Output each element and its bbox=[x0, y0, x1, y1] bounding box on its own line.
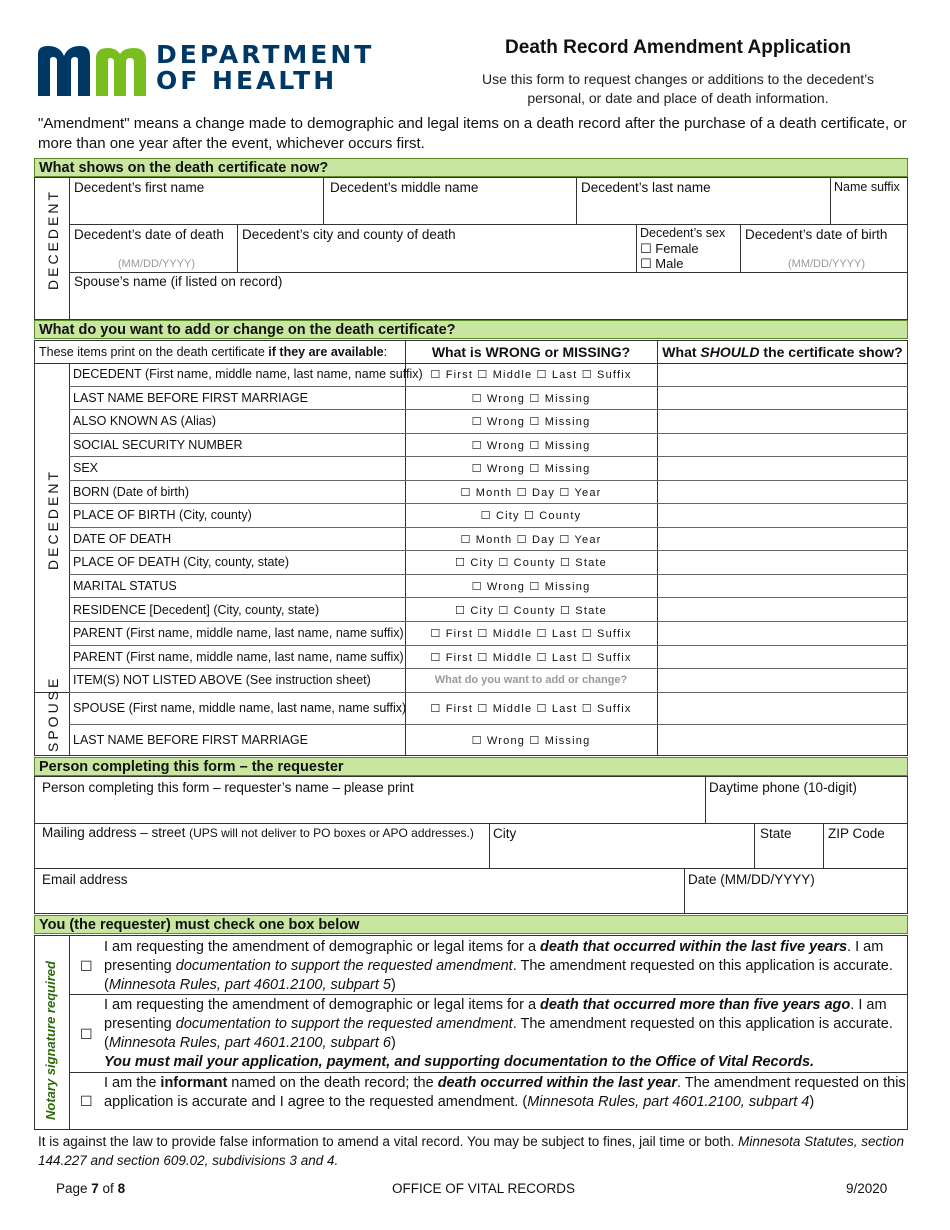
opt1-b: death that occurred within the last five years bbox=[540, 939, 848, 955]
row-wrong-missing-checkboxes[interactable]: ☐ Month ☐ Day ☐ Year bbox=[460, 486, 602, 499]
warning-citation: Minnesota Statutes, section 144.227 and section 609.02, subdivisions 3 and 4. bbox=[38, 1134, 904, 1168]
column-items-bold: if they are available bbox=[268, 345, 384, 359]
date-of-birth-format-hint: (MM/DD/YYYY) bbox=[788, 258, 865, 270]
row-should-show-input[interactable] bbox=[657, 725, 908, 756]
row-wrong-missing-checkboxes[interactable]: ☐ Wrong ☐ Missing bbox=[471, 463, 591, 476]
table-row bbox=[69, 363, 908, 387]
notary-required-side-label: Notary signature required bbox=[43, 961, 58, 1120]
row-item-label: LAST NAME BEFORE FIRST MARRIAGE bbox=[73, 733, 308, 747]
opt1-a: I am requesting the amendment of demographic or legal items for a bbox=[104, 939, 541, 955]
row-wrong-missing-checkboxes[interactable]: ☐ City ☐ County ☐ State bbox=[455, 604, 607, 617]
col3-part-a: What bbox=[662, 344, 701, 360]
row-item-label: DATE OF DEATH bbox=[73, 531, 172, 546]
row-should-show-input[interactable] bbox=[657, 575, 908, 598]
section-requester-header: Person completing this form – the requester bbox=[34, 757, 908, 776]
table-row bbox=[69, 528, 908, 552]
opt1-c: . I am presenting bbox=[104, 939, 884, 974]
decedent-date-of-birth-field[interactable]: Decedent’s date of birth bbox=[745, 227, 888, 242]
row-should-show-input[interactable] bbox=[657, 410, 908, 433]
row-item-label: SOCIAL SECURITY NUMBER bbox=[73, 437, 243, 452]
logo-line-2: OF HEALTH bbox=[156, 66, 338, 95]
legal-warning bbox=[38, 1132, 910, 1170]
subtitle-line-2: personal, or date and place of death information. bbox=[527, 90, 829, 106]
opt3-f: Minnesota Rules, part 4601.2100, subpart 4 bbox=[527, 1094, 810, 1110]
page-number bbox=[56, 1181, 125, 1196]
section-changes-header: What do you want to add or change on the death certificate? bbox=[34, 320, 908, 339]
option-more-than-five-years-checkbox[interactable]: ☐ bbox=[80, 1026, 93, 1042]
row-should-show-input[interactable] bbox=[657, 669, 908, 692]
opt2-b: death that occurred more than five years ago bbox=[540, 997, 851, 1013]
col3-part-c: the certificate show? bbox=[759, 344, 903, 360]
opt3-d: death occurred within the last year bbox=[437, 1075, 678, 1091]
row-wrong-missing-checkboxes[interactable]: ☐ First ☐ Middle ☐ Last ☐ Suffix bbox=[430, 651, 632, 664]
row-wrong-missing-checkboxes[interactable]: What do you want to add or change? bbox=[434, 674, 628, 687]
table-row bbox=[69, 622, 908, 646]
row-item-label: RESIDENCE [Decedent] (City, county, state) bbox=[73, 602, 320, 617]
requester-phone-field[interactable]: Daytime phone (10-digit) bbox=[709, 780, 857, 795]
table-row bbox=[69, 599, 908, 623]
row-wrong-missing-checkboxes[interactable]: ☐ Month ☐ Day ☐ Year bbox=[460, 533, 602, 546]
spouse-rows-side-label: SPOUSE bbox=[45, 675, 61, 752]
requester-box bbox=[34, 776, 908, 914]
row-wrong-missing-checkboxes[interactable]: ☐ City ☐ County bbox=[480, 510, 582, 523]
row-item-label: MARITAL STATUS bbox=[73, 578, 177, 593]
current-certificate-box bbox=[34, 177, 908, 320]
column-items-header bbox=[39, 345, 387, 359]
opt1-e: . The amendment requested on this application is accurate. ( bbox=[104, 958, 893, 993]
decedent-side-label: DECEDENT bbox=[45, 188, 61, 290]
requester-date-field[interactable]: Date (MM/DD/YYYY) bbox=[688, 872, 815, 887]
row-item-label: DECEDENT (First name, middle name, last name, name suffix) bbox=[73, 367, 423, 381]
table-row bbox=[69, 410, 908, 434]
decedent-last-name-field[interactable]: Decedent’s last name bbox=[581, 180, 711, 195]
opt2-a: I am requesting the amendment of demographic or legal items for a bbox=[104, 997, 541, 1013]
row-item-label: PARENT (First name, middle name, last name, name suffix) bbox=[73, 649, 404, 664]
street-label: Mailing address – street bbox=[42, 825, 190, 840]
table-row bbox=[69, 646, 908, 670]
page-of: of bbox=[98, 1181, 118, 1196]
row-item-label: BORN (Date of birth) bbox=[73, 484, 190, 499]
opt1-f: Minnesota Rules, part 4601.2100, subpart 5 bbox=[108, 977, 391, 993]
row-wrong-missing-checkboxes[interactable]: ☐ First ☐ Middle ☐ Last ☐ Suffix bbox=[430, 369, 632, 381]
page-current: 7 bbox=[91, 1181, 99, 1196]
form-title: Death Record Amendment Application bbox=[505, 37, 851, 58]
table-row bbox=[69, 457, 908, 481]
office-name: OFFICE OF VITAL RECORDS bbox=[392, 1181, 576, 1196]
col3-part-b: SHOULD bbox=[700, 344, 760, 360]
table-row bbox=[69, 481, 908, 505]
row-item-label: ITEM(S) NOT LISTED ABOVE (See instruction sheet) bbox=[73, 673, 371, 688]
row-wrong-missing-checkboxes[interactable]: ☐ City ☐ County ☐ State bbox=[455, 557, 607, 570]
row-wrong-missing-checkboxes[interactable]: ☐ Wrong ☐ Missing bbox=[471, 439, 591, 452]
column-items-colon: : bbox=[383, 345, 388, 359]
decedent-city-county-of-death-field[interactable]: Decedent’s city and county of death bbox=[242, 227, 456, 242]
row-should-show-input[interactable] bbox=[657, 434, 908, 457]
opt2-c: . I am presenting bbox=[104, 997, 887, 1032]
decedent-sex-label: Decedent’s sex bbox=[640, 226, 726, 240]
row-wrong-missing-checkboxes[interactable]: ☐ First ☐ Middle ☐ Last ☐ Suffix bbox=[430, 628, 632, 641]
row-should-show-input[interactable] bbox=[657, 387, 908, 410]
row-wrong-missing-checkboxes[interactable]: ☐ Wrong ☐ Missing bbox=[471, 416, 591, 429]
date-of-death-format-hint: (MM/DD/YYYY) bbox=[118, 258, 195, 270]
table-row bbox=[69, 434, 908, 458]
opt2-d: documentation to support the requested amendment bbox=[175, 1016, 513, 1032]
requester-email-field[interactable]: Email address bbox=[42, 872, 128, 887]
opt2-f: Minnesota Rules, part 4601.2100, subpart 6 bbox=[108, 1035, 391, 1051]
row-wrong-missing-checkboxes[interactable]: ☐ Wrong ☐ Missing bbox=[471, 580, 591, 593]
row-item-label: PLACE OF BIRTH (City, county) bbox=[73, 508, 252, 523]
row-should-show-input[interactable] bbox=[657, 622, 908, 645]
option-more-than-five-years-text bbox=[104, 996, 908, 1072]
subtitle-line-1: Use this form to request changes or additions to the decedent’s bbox=[482, 71, 874, 87]
column-items-text: These items print on the death certificate bbox=[39, 345, 269, 359]
column-should-show-header bbox=[657, 344, 908, 360]
table-row bbox=[69, 387, 908, 411]
row-wrong-missing-checkboxes[interactable]: ☐ Wrong ☐ Missing bbox=[471, 735, 591, 747]
spouse-name-field[interactable]: Spouse’s name (if listed on record) bbox=[74, 274, 283, 289]
opt3-c: named on the death record; the bbox=[227, 1075, 438, 1091]
table-row bbox=[69, 575, 908, 599]
amendment-definition: "Amendment" means a change made to demographic and legal items on a death record after the purchase of a death certificate, or more than one year after the event, whichever occurs first. bbox=[38, 115, 907, 152]
row-item-label: LAST NAME BEFORE FIRST MARRIAGE bbox=[73, 390, 308, 405]
table-row bbox=[69, 551, 908, 575]
option-informant-checkbox[interactable]: ☐ bbox=[80, 1093, 93, 1109]
warning-text: It is against the law to provide false information to amend a vital record. You may be subject to fines, jail time or both. bbox=[38, 1134, 739, 1149]
row-item-label: ALSO KNOWN AS (Alias) bbox=[73, 414, 217, 429]
decedent-first-name-field[interactable]: Decedent’s first name bbox=[74, 180, 205, 195]
row-item-label: PARENT (First name, middle name, last name, name suffix) bbox=[73, 626, 404, 641]
row-item-label: SPOUSE (First name, middle name, last name, name suffix) bbox=[73, 701, 407, 715]
row-should-show-input[interactable] bbox=[657, 457, 908, 480]
column-wrong-missing-header: What is WRONG or MISSING? bbox=[431, 344, 631, 360]
opt2-e: . The amendment requested on this application is accurate. ( bbox=[104, 1016, 893, 1051]
opt2-mail-instruction: You must mail your application, payment, and supporting documentation to the Office of Vital Records. bbox=[104, 1054, 815, 1070]
opt1-d: documentation to support the requested amendment bbox=[175, 958, 513, 974]
row-should-show-input[interactable] bbox=[657, 504, 908, 527]
opt1-g: ) bbox=[390, 977, 396, 993]
section-current-certificate-header: What shows on the death certificate now? bbox=[34, 158, 908, 177]
requester-zip-field[interactable]: ZIP Code bbox=[828, 826, 885, 841]
street-note: (UPS will not deliver to PO boxes or APO addresses.) bbox=[189, 826, 474, 840]
page-total: 8 bbox=[117, 1181, 126, 1196]
opt3-g: ) bbox=[809, 1094, 815, 1110]
requester-state-field[interactable]: State bbox=[760, 826, 792, 841]
option-informant-text bbox=[104, 1074, 908, 1112]
requester-city-field[interactable]: City bbox=[493, 826, 517, 841]
table-row bbox=[69, 504, 908, 528]
logo-line-1: DEPARTMENT bbox=[156, 40, 375, 69]
spouse-table-row bbox=[69, 692, 908, 725]
decedent-name-suffix-field[interactable]: Name suffix bbox=[834, 180, 900, 194]
row-should-show-input[interactable] bbox=[657, 599, 908, 622]
row-wrong-missing-checkboxes[interactable]: ☐ Wrong ☐ Missing bbox=[471, 392, 591, 405]
section-check-one-header: You (the requester) must check one box below bbox=[34, 915, 908, 934]
row-item-label: PLACE OF DEATH (City, county, state) bbox=[73, 555, 290, 570]
decedent-rows-side-label: DECEDENT bbox=[45, 468, 61, 570]
page-word: Page bbox=[56, 1181, 92, 1196]
table-row bbox=[69, 669, 908, 693]
sex-male-checkbox[interactable]: ☐ Male bbox=[640, 256, 684, 271]
row-should-show-input[interactable] bbox=[657, 528, 908, 551]
opt3-b: informant bbox=[160, 1075, 228, 1091]
row-should-show-input[interactable] bbox=[657, 481, 908, 504]
opt2-g: ) bbox=[390, 1035, 396, 1051]
row-should-show-input[interactable] bbox=[657, 692, 908, 724]
option-within-five-years-checkbox[interactable]: ☐ bbox=[80, 958, 93, 974]
requester-name-field[interactable]: Person completing this form – requester’s name – please print bbox=[42, 780, 414, 795]
row-should-show-input[interactable] bbox=[657, 363, 908, 386]
row-wrong-missing-checkboxes[interactable]: ☐ First ☐ Middle ☐ Last ☐ Suffix bbox=[430, 703, 632, 715]
sex-female-checkbox[interactable]: ☐ Female bbox=[640, 241, 699, 256]
opt3-a: I am the bbox=[104, 1075, 161, 1091]
opt3-e: . The amendment requested on this application is accurate and I agree to the requested amendment. ( bbox=[104, 1075, 906, 1110]
row-item-label: SEX bbox=[73, 461, 99, 476]
form-subtitle bbox=[450, 70, 906, 108]
row-should-show-input[interactable] bbox=[657, 551, 908, 574]
row-should-show-input[interactable] bbox=[657, 646, 908, 669]
spouse-table-row bbox=[69, 725, 908, 756]
option-within-five-years-text bbox=[104, 938, 908, 995]
department-of-health-wordmark bbox=[156, 42, 374, 94]
revision-date: 9/2020 bbox=[846, 1181, 888, 1196]
decedent-middle-name-field[interactable]: Decedent’s middle name bbox=[330, 180, 479, 195]
requester-street-field[interactable] bbox=[42, 825, 474, 840]
decedent-date-of-death-field[interactable]: Decedent’s date of death bbox=[74, 227, 224, 242]
